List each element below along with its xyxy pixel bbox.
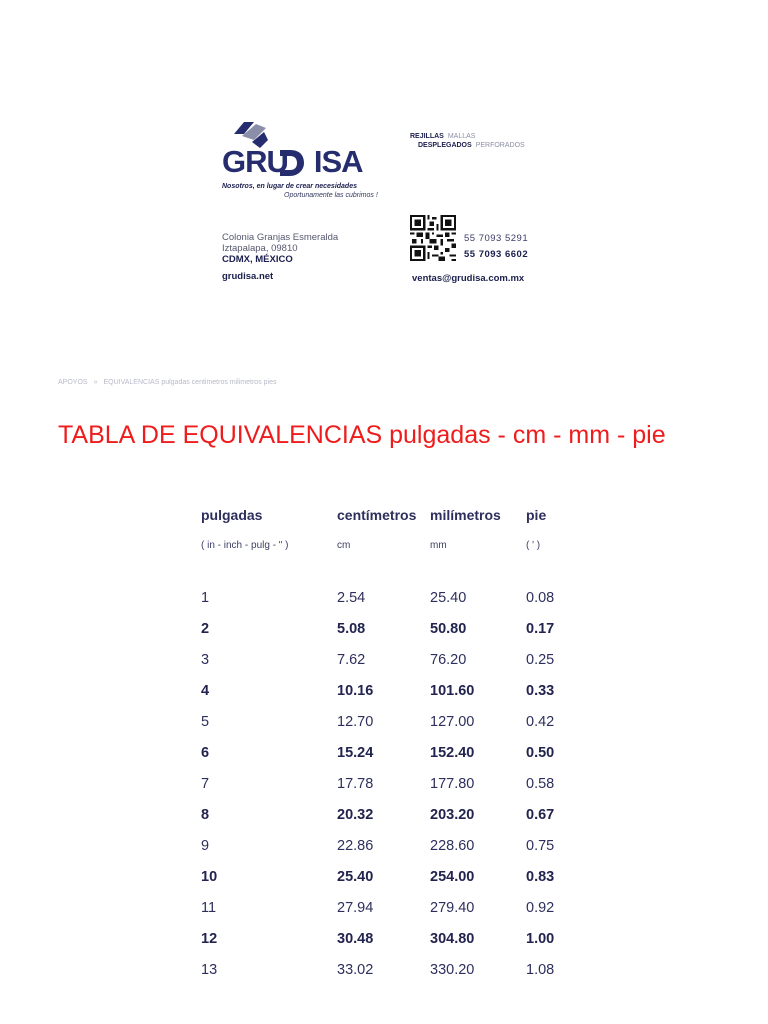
unit-pie: ( ' ) — [526, 540, 541, 551]
unit-pulgadas: ( in - inch - pulg - " ) — [201, 540, 289, 551]
breadcrumb-link-apoyos[interactable]: APOYOS — [58, 379, 88, 386]
cell-pie: 0.50 — [526, 745, 555, 761]
breadcrumb-current: EQUIVALENCIAS pulgadas centimetros milimetros pies — [103, 379, 277, 386]
cell-mm: 254.00 — [430, 869, 475, 885]
cell-cm: 25.40 — [337, 869, 374, 885]
cell-pulgadas: 5 — [201, 714, 210, 730]
address-line3: CDMX, MÉXICO — [222, 254, 293, 265]
products-line2 — [418, 142, 525, 149]
cell-cm: 5.08 — [337, 621, 366, 637]
cell-pie: 0.75 — [526, 838, 555, 854]
products-perforados: PERFORADOS — [475, 142, 525, 149]
cell-mm: 76.20 — [430, 652, 467, 668]
cell-pie: 0.17 — [526, 621, 555, 637]
cell-pulgadas: 2 — [201, 621, 210, 637]
cell-mm: 304.80 — [430, 931, 475, 947]
cell-cm: 10.16 — [337, 683, 374, 699]
logo-d-shape-icon — [278, 148, 306, 178]
logo-text-left: GRU — [222, 144, 288, 179]
cell-cm: 27.94 — [337, 900, 374, 916]
cell-mm: 101.60 — [430, 683, 475, 699]
header-pie: pie — [526, 507, 547, 523]
cell-pie: 0.08 — [526, 590, 555, 606]
cell-cm: 7.62 — [337, 652, 366, 668]
business-card-banner — [218, 114, 550, 290]
cell-pulgadas: 12 — [201, 931, 218, 947]
phone-1: 55 7093 5291 — [464, 233, 529, 244]
cell-mm: 127.00 — [430, 714, 475, 730]
products-mallas: MALLAS — [447, 133, 476, 140]
cell-pulgadas: 13 — [201, 962, 218, 978]
cell-pulgadas: 10 — [201, 869, 218, 885]
cell-pulgadas: 9 — [201, 838, 210, 854]
cell-pulgadas: 1 — [201, 590, 210, 606]
tagline-line2: Oportunamente las cubrimos ! — [284, 192, 378, 199]
cell-mm: 203.20 — [430, 807, 475, 823]
products-rejillas: REJILLAS — [410, 133, 444, 140]
cell-cm: 12.70 — [337, 714, 374, 730]
page-title: TABLA DE EQUIVALENCIAS pulgadas - cm - mm - pie — [58, 421, 666, 449]
cell-mm: 177.80 — [430, 776, 475, 792]
cell-pie: 0.42 — [526, 714, 555, 730]
cell-pie: 1.00 — [526, 931, 555, 947]
cell-pulgadas: 4 — [201, 683, 210, 699]
cell-pie: 0.58 — [526, 776, 555, 792]
cell-cm: 15.24 — [337, 745, 374, 761]
breadcrumb-separator: » — [93, 379, 98, 386]
cell-cm: 17.78 — [337, 776, 374, 792]
tagline-line1: Nosotros, en lugar de crear necesidades — [222, 183, 357, 190]
phone-2: 55 7093 6602 — [464, 249, 529, 260]
cell-cm: 30.48 — [337, 931, 374, 947]
cell-mm: 152.40 — [430, 745, 475, 761]
cell-mm: 279.40 — [430, 900, 475, 916]
website-text: grudisa.net — [222, 271, 274, 282]
cell-cm: 33.02 — [337, 962, 374, 978]
header-pulgadas: pulgadas — [201, 507, 263, 523]
products-line1 — [410, 133, 475, 140]
cell-pulgadas: 6 — [201, 745, 210, 761]
cell-mm: 228.60 — [430, 838, 475, 854]
cell-pie: 0.33 — [526, 683, 555, 699]
cell-pie: 0.25 — [526, 652, 555, 668]
cell-pulgadas: 8 — [201, 807, 210, 823]
qr-code-icon — [410, 215, 456, 261]
cell-cm: 20.32 — [337, 807, 374, 823]
address-line2: Iztapalapa, 09810 — [222, 243, 298, 254]
cell-pie: 0.83 — [526, 869, 555, 885]
cell-pie: 0.67 — [526, 807, 555, 823]
cell-cm: 22.86 — [337, 838, 374, 854]
cell-mm: 330.20 — [430, 962, 475, 978]
unit-cm: cm — [337, 540, 351, 551]
logo-text-right: ISA — [313, 144, 363, 179]
cell-cm: 2.54 — [337, 590, 366, 606]
address-line1: Colonia Granjas Esmeralda — [222, 232, 339, 243]
cell-pulgadas: 11 — [201, 900, 217, 916]
unit-mm: mm — [430, 540, 447, 551]
email-text: ventas@grudisa.com.mx — [412, 273, 525, 284]
cell-pulgadas: 3 — [201, 652, 210, 668]
cell-mm: 50.80 — [430, 621, 467, 637]
cell-pulgadas: 7 — [201, 776, 210, 792]
header-centimetros: centímetros — [337, 507, 417, 523]
breadcrumb — [58, 379, 276, 386]
products-desplegados: DESPLEGADOS — [418, 142, 472, 149]
cell-pie: 0.92 — [526, 900, 555, 916]
cell-mm: 25.40 — [430, 590, 467, 606]
cell-pie: 1.08 — [526, 962, 555, 978]
header-milimetros: milímetros — [430, 507, 501, 523]
